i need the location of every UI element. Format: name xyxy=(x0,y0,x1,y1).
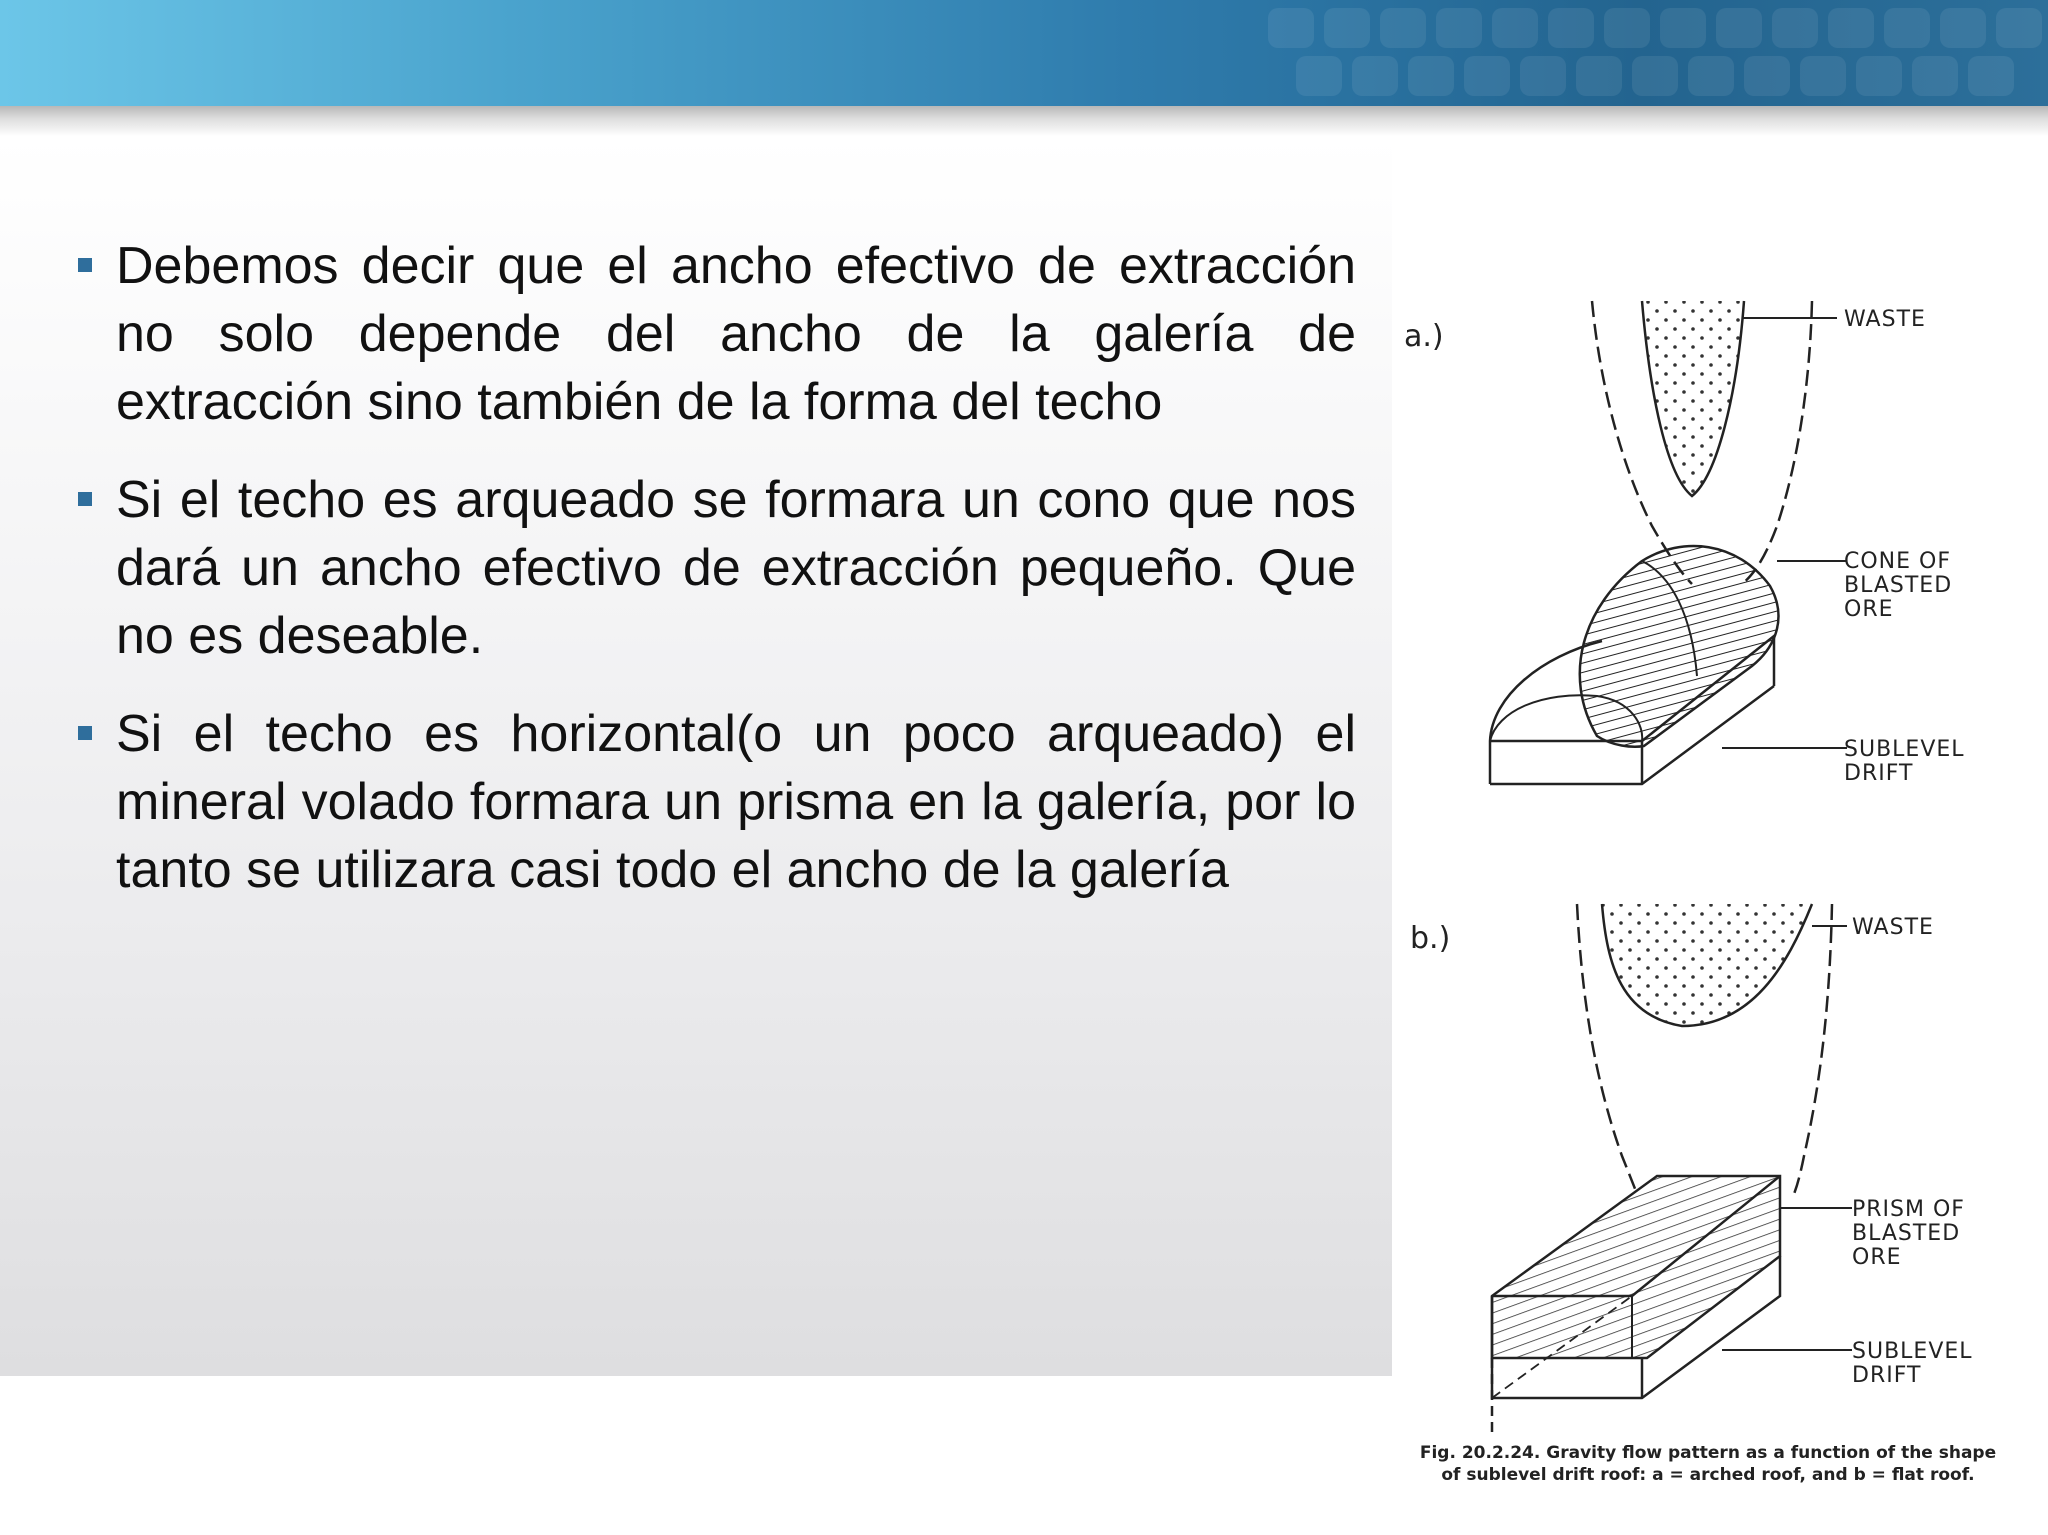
label-prism-b: ORE xyxy=(1852,1245,1902,1270)
figure-drawing xyxy=(1392,136,2048,1436)
label-cone-a: CONE OF xyxy=(1844,549,1951,574)
square-bullet-icon xyxy=(78,492,92,506)
label-waste-a: WASTE xyxy=(1844,307,1926,332)
bullet-item xyxy=(72,466,1356,670)
bullet-text: Si el techo es horizontal(o un poco arqueado) el mineral volado formara un prisma en la galería, por lo tanto se utilizara casi todo el ancho de la galería xyxy=(116,705,1356,899)
label-cone-a: ORE xyxy=(1844,597,1894,622)
header-band xyxy=(0,0,2048,106)
label-cone-a: BLASTED xyxy=(1844,573,1953,598)
label-prism-b: PRISM OF xyxy=(1852,1197,1965,1222)
label-waste-b: WASTE xyxy=(1852,915,1934,940)
square-bullet-icon xyxy=(78,726,92,740)
panel-a-letter: a.) xyxy=(1404,319,1444,354)
panel-a-drawing xyxy=(1490,301,1847,784)
bullet-text: Si el techo es arqueado se formara un cono que nos dará un ancho efectivo de extracción pequeño. Que no es deseable. xyxy=(116,471,1356,665)
bullet-item xyxy=(72,232,1356,436)
label-drift-b: DRIFT xyxy=(1852,1363,1922,1388)
bullet-list xyxy=(72,232,1356,934)
gravity-flow-figure xyxy=(1392,136,2048,1535)
bullet-item xyxy=(72,700,1356,904)
figure-caption: Fig. 20.2.24. Gravity flow pattern as a function of the shape of sublevel drift roof: a = arched roof, and b = flat roof. xyxy=(1419,1443,1997,1485)
header-decoration xyxy=(1148,0,2048,106)
header-shadow xyxy=(0,106,2048,136)
label-drift-a: SUBLEVEL xyxy=(1844,737,1965,762)
panel-b-drawing xyxy=(1492,904,1852,1436)
label-drift-b: SUBLEVEL xyxy=(1852,1339,1973,1364)
label-prism-b: BLASTED xyxy=(1852,1221,1961,1246)
square-bullet-icon xyxy=(78,258,92,272)
panel-b-letter: b.) xyxy=(1410,921,1451,956)
label-drift-a: DRIFT xyxy=(1844,761,1914,786)
bullet-text: Debemos decir que el ancho efectivo de extracción no solo depende del ancho de la galería de extracción sino también de la forma del techo xyxy=(116,237,1356,431)
